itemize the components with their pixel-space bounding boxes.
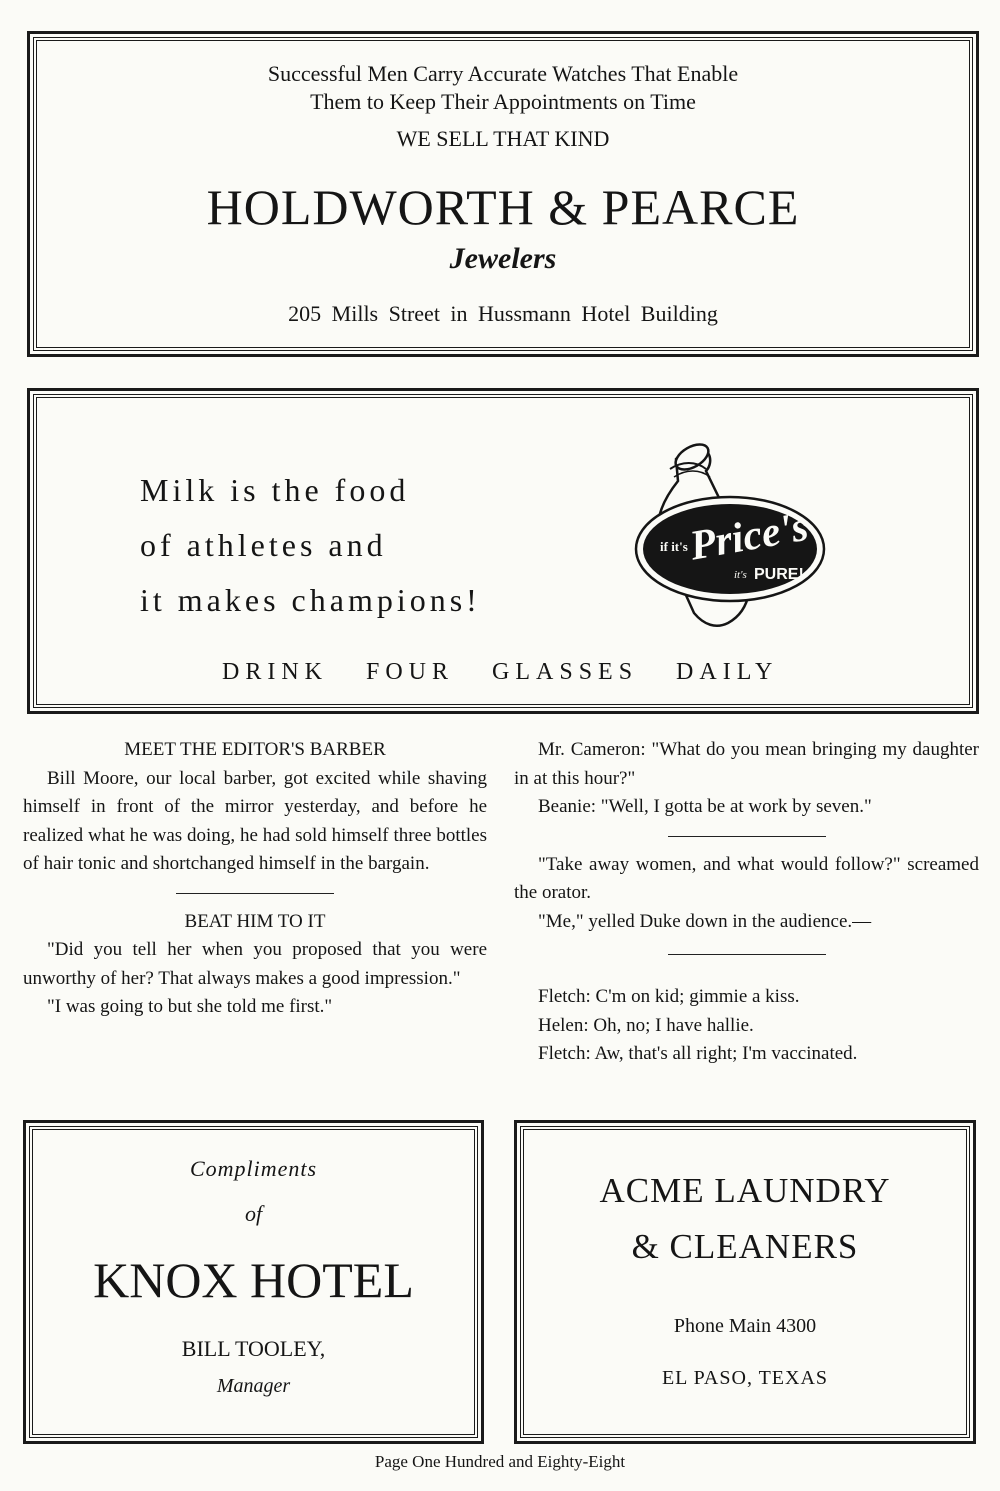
duke-line: "Me," yelled Duke down in the audience.— — [538, 910, 872, 932]
acme-name-line-1: ACME LAUNDRY — [599, 1171, 891, 1210]
ad-address: 205 Mills Street in Hussmann Hotel Building — [288, 301, 718, 326]
page-number-footer: Page One Hundred and Eighty-Eight — [374, 1452, 626, 1471]
orator-line: "Take away women, and what would follow?" screamed the orator. — [514, 853, 979, 903]
milk-call-to-action: DRINK FOUR GLASSES DAILY — [222, 659, 779, 685]
ad-business-name: HOLDWORTH & PEARCE — [206, 179, 800, 235]
knox-hotel-name: KNOX HOTEL — [93, 1252, 414, 1308]
beat-joke-title: BEAT HIM TO IT — [184, 910, 326, 932]
ad-tagline: WE SELL THAT KIND — [396, 126, 610, 151]
knox-of: of — [244, 1201, 263, 1226]
milk-bottle-logo-icon — [630, 441, 830, 636]
logo-prefix: if it's — [660, 539, 688, 554]
barber-joke-title: MEET THE EDITOR'S BARBER — [124, 739, 386, 760]
divider — [176, 893, 334, 894]
barber-joke-text: Bill Moore, our local barber, got excited while shaving himself in front of the mirror yesterday, and before he realized what he was doing, he had sold himself three bottles of hair tonic and shortchanged himself in the bargain. — [23, 767, 487, 874]
helen-line: Helen: Oh, no; I have hallie. — [538, 1014, 754, 1036]
beat-joke-text-2: "I was going to but she told me first." — [47, 996, 333, 1017]
beat-joke-text-1: "Did you tell her when you proposed that you were unworthy of her? That always makes a good impression." — [23, 939, 487, 989]
ad-slogan-line-1: Successful Men Carry Accurate Watches That Enable — [267, 61, 739, 86]
logo-brand: Price's — [686, 503, 812, 570]
fletch-line-1: Fletch: C'm on kid; gimmie a kiss. — [538, 986, 800, 1007]
beanie-line: Beanie: "Well, I gotta be at work by seven." — [538, 796, 872, 817]
acme-name-line-2: & CLEANERS — [631, 1227, 859, 1266]
acme-city: EL PASO, TEXAS — [661, 1367, 829, 1389]
logo-suffix-small: it's — [734, 569, 747, 581]
fletch-line-2: Fletch: Aw, that's all right; I'm vaccinated. — [538, 1043, 858, 1064]
cameron-line: Mr. Cameron: "What do you mean bringing my daughter in at this hour?" — [514, 739, 979, 789]
ad-trade: Jewelers — [449, 242, 557, 275]
jokes-right-column — [514, 736, 979, 1069]
knox-manager-name: BILL TOOLEY, — [181, 1336, 326, 1361]
knox-compliments: Compliments — [189, 1156, 318, 1181]
divider — [668, 954, 826, 955]
jokes-left-column — [23, 736, 487, 1022]
acme-phone: Phone Main 4300 — [673, 1315, 817, 1337]
ad-prices-milk — [27, 388, 979, 714]
milk-slogan — [140, 463, 481, 628]
ad-acme-laundry — [514, 1120, 976, 1444]
milk-slogan-line-3: it makes champions! — [140, 582, 481, 618]
knox-manager-title: Manager — [216, 1375, 291, 1397]
ad-slogan-line-2: Them to Keep Their Appointments on Time — [310, 89, 696, 114]
milk-slogan-line-1: Milk is the food — [140, 472, 410, 508]
ad-knox-hotel — [23, 1120, 484, 1444]
divider — [668, 836, 826, 837]
milk-slogan-line-2: of athletes and — [140, 527, 387, 563]
ad-holdworth-pearce — [27, 31, 979, 357]
logo-suffix: PURE! — [754, 566, 804, 583]
ad-slogan — [30, 60, 976, 116]
